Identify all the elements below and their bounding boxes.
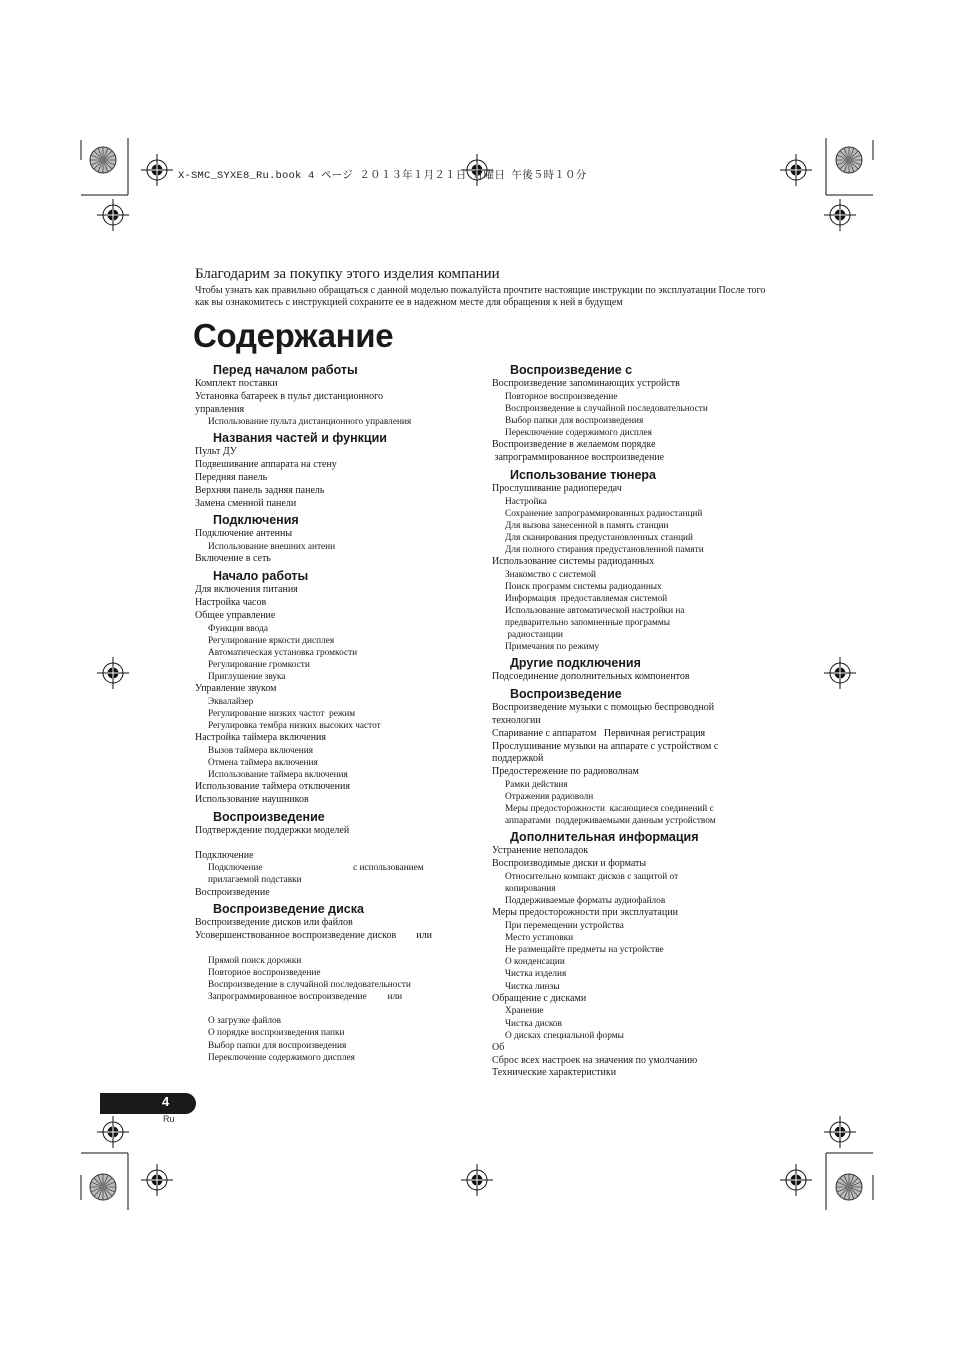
- toc-entry: Сброс всех настроек на значения по умолчанию: [492, 1054, 698, 1066]
- toc-entry: Подтверждение поддержки моделей: [195, 824, 350, 836]
- toc-section-heading: Использование тюнера: [510, 467, 656, 482]
- toc-subentry: Регулирование яркости дисплея: [208, 635, 335, 646]
- toc-column-right: [492, 360, 782, 1080]
- toc-subentry: Регулирование низких частот режим: [208, 708, 356, 719]
- toc-entry: Прослушивание музыки на аппарате с устройством с поддержкой: [492, 740, 719, 765]
- toc-subentry: Автоматическая установка громкости: [208, 647, 358, 658]
- toc-subentry: Функция ввода: [208, 623, 268, 634]
- toc-subentry: Чистка дисков: [505, 1018, 562, 1029]
- toc-entry: Воспроизведение в желаемом порядке запрограммированное воспроизведение: [492, 439, 665, 463]
- toc-section-heading: Названия частей и функции: [213, 431, 387, 446]
- file-header-line: X-SMC_SYXE8_Ru.book 4 ページ ２０１３年１月２１日 月曜日 午後５時１０分: [178, 170, 587, 182]
- toc-entry: Обращение с дисками: [492, 992, 587, 1004]
- toc-entry: Усовершенствованное воспроизведение дисков или: [195, 930, 432, 942]
- toc-section-heading: Перед началом работы: [213, 363, 358, 377]
- toc-subentry: Повторное воспроизведение: [505, 391, 618, 402]
- toc-subentry: Поддерживаемые форматы аудиофайлов: [505, 896, 666, 907]
- toc-subentry: Использование внешних антенн: [208, 542, 336, 553]
- toc-section-heading: Начало работы: [213, 569, 309, 584]
- toc-entry: Предостережение по радиоволнам: [492, 766, 639, 778]
- toc-section-heading: Подключения: [213, 513, 299, 528]
- toc-subentry: Воспроизведение в случайной последовательности: [208, 980, 411, 991]
- toc-entry: Общее управление: [195, 609, 276, 621]
- toc-subentry: Отмена таймера включения: [208, 757, 318, 768]
- intro-title: Благодарим за покупку этого изделия компании: [195, 266, 500, 282]
- toc-subentry: Поиск программ системы радиоданных: [505, 581, 662, 592]
- toc-section-heading: Другие подключения: [510, 656, 641, 671]
- toc-section-heading: Воспроизведение с: [510, 363, 633, 377]
- toc-subentry: Настройка: [505, 496, 547, 507]
- toc-entry: Подсоединение дополнительных компонентов: [492, 671, 690, 683]
- toc-subentry: Вызов таймера включения: [208, 745, 313, 756]
- toc-entry: Управление звуком: [195, 683, 277, 695]
- toc-entry: Технические характеристики: [492, 1067, 617, 1079]
- toc-entry: Замена сменной панели: [195, 497, 297, 509]
- toc-section-heading: Дополнительная информация: [510, 830, 699, 845]
- toc-subentry: Эквалайзер: [208, 696, 254, 707]
- toc-entry: Об: [492, 1041, 505, 1053]
- toc-subentry: Отражения радиоволн: [505, 792, 594, 803]
- toc-subentry: Переключение содержимого дисплея: [505, 428, 652, 439]
- toc-subentry: Для полного стирания предустановленной памяти: [505, 544, 704, 555]
- toc-subentry: Сохранение запрограммированных радиостанций: [505, 508, 703, 519]
- toc-subentry: Чистка линзы: [505, 981, 560, 992]
- toc-subentry: Для сканирования предустановленных станций: [505, 532, 693, 543]
- toc-subentry: Место установки: [505, 933, 574, 944]
- toc-subentry: Запрограммированное воспроизведение или: [208, 992, 403, 1003]
- toc-subentry: Примечания по режиму: [505, 642, 600, 653]
- toc-section-heading: Воспроизведение: [213, 809, 325, 824]
- toc-entry: Пульт ДУ: [195, 446, 237, 458]
- toc-entry: Использование системы радиоданных: [492, 556, 655, 568]
- toc-subentry: Прямой поиск дорожки: [208, 955, 302, 966]
- toc-entry: Настройка таймера включения: [195, 732, 327, 744]
- toc-subentry: О загрузке файлов: [208, 1016, 282, 1027]
- toc-subentry: Выбор папки для воспроизведения: [505, 415, 644, 426]
- toc-subentry: О дисках специальной формы: [505, 1030, 624, 1041]
- toc-entry: Комплект поставки: [195, 378, 278, 389]
- page-title: Содержание: [193, 317, 394, 354]
- toc-entry: Включение в сеть: [195, 553, 271, 565]
- toc-entry: Устранение неполадок: [492, 845, 589, 857]
- toc-subentry: Регулировка тембра низких высоких частот: [208, 721, 381, 731]
- toc-subentry: Относительно компакт дисков с защитой от копирования: [505, 872, 679, 895]
- toc-subentry: Использование таймера включения: [208, 770, 348, 781]
- page-language: Ru: [163, 1114, 175, 1124]
- intro-text: Чтобы узнать как правильно обращаться с данной моделью пожалуйста прочтите настоящие инструкции по эксплуатации После того как вы ознакомитесь с инструкцией сохраните ее в надежном месте для обращения к ней в будущем: [195, 285, 766, 309]
- toc-subentry: Регулирование громкости: [208, 659, 310, 670]
- toc-entry: Воспроизведение музыки с помощью беспроводной технологии: [492, 702, 715, 727]
- toc-column-left: [195, 360, 485, 1064]
- toc-entry: Прослушивание радиопередач: [492, 482, 622, 494]
- toc-entry: Верхняя панель задняя панель: [195, 484, 325, 496]
- toc-subentry: Знакомство с системой: [505, 569, 597, 580]
- toc-subentry: Рамки действия: [505, 780, 568, 791]
- toc-subentry: Меры предосторожности касающиеся соединений с аппаратами поддерживаемыми данным устройством: [505, 804, 716, 827]
- page-number: 4: [162, 1094, 170, 1109]
- toc-entry: Воспроизведение дисков или файлов: [195, 917, 353, 929]
- toc-entry: Подключение: [195, 849, 254, 861]
- toc-subentry: Приглушение звука: [208, 671, 286, 682]
- toc-subentry: При перемещении устройства: [505, 921, 624, 932]
- toc-entry: Использование наушников: [195, 793, 309, 805]
- toc-section-heading: Воспроизведение: [510, 687, 622, 702]
- toc-subentry: Хранение: [505, 1006, 544, 1017]
- toc-entry: Подвешивание аппарата на стену: [195, 459, 337, 471]
- toc-entry: Для включения питания: [195, 584, 298, 596]
- toc-entry: Меры предосторожности при эксплуатации: [492, 907, 678, 919]
- toc-entry: Настройка часов: [195, 596, 267, 608]
- toc-subentry: Выбор папки для воспроизведения: [208, 1040, 347, 1051]
- toc-entry: Подключение антенны: [195, 528, 293, 540]
- toc-subentry: Подключение с использованием прилагаемой подставки: [208, 863, 424, 886]
- toc-subentry: О порядке воспроизведения папки: [208, 1028, 345, 1039]
- toc-subentry: Использование пульта дистанционного управления: [208, 417, 412, 428]
- page-number-tab: [100, 1093, 196, 1114]
- toc-entry: Установка батареек в пульт дистанционного управления: [195, 390, 383, 415]
- toc-subentry: Использование автоматической настройки на предварительно запомненные программы радиостанции: [505, 606, 685, 641]
- toc-entry: Спаривание с аппаратом Первичная регистрация: [492, 727, 706, 739]
- toc-subentry: О конденсации: [505, 957, 565, 968]
- toc-entry: Воспроизводимые диски и форматы: [492, 858, 647, 870]
- toc-entry: Передняя панель: [195, 472, 268, 484]
- toc-subentry: Для вызова занесенной в память станции: [505, 520, 669, 531]
- toc-entry: Использование таймера отключения: [195, 781, 350, 793]
- toc-entry: Воспроизведение запоминающих устройств: [492, 378, 680, 389]
- toc-subentry: Воспроизведение в случайной последовательности: [505, 403, 708, 414]
- toc-subentry: Переключение содержимого дисплея: [208, 1052, 355, 1063]
- toc-subentry: Информация предоставляемая системой: [505, 594, 668, 605]
- toc-subentry: Чистка изделия: [505, 969, 567, 980]
- toc-entry: Воспроизведение: [195, 886, 270, 898]
- toc-section-heading: Воспроизведение диска: [213, 902, 364, 917]
- toc-subentry: Не размещайте предметы на устройстве: [505, 945, 664, 956]
- toc-subentry: Повторное воспроизведение: [208, 968, 321, 979]
